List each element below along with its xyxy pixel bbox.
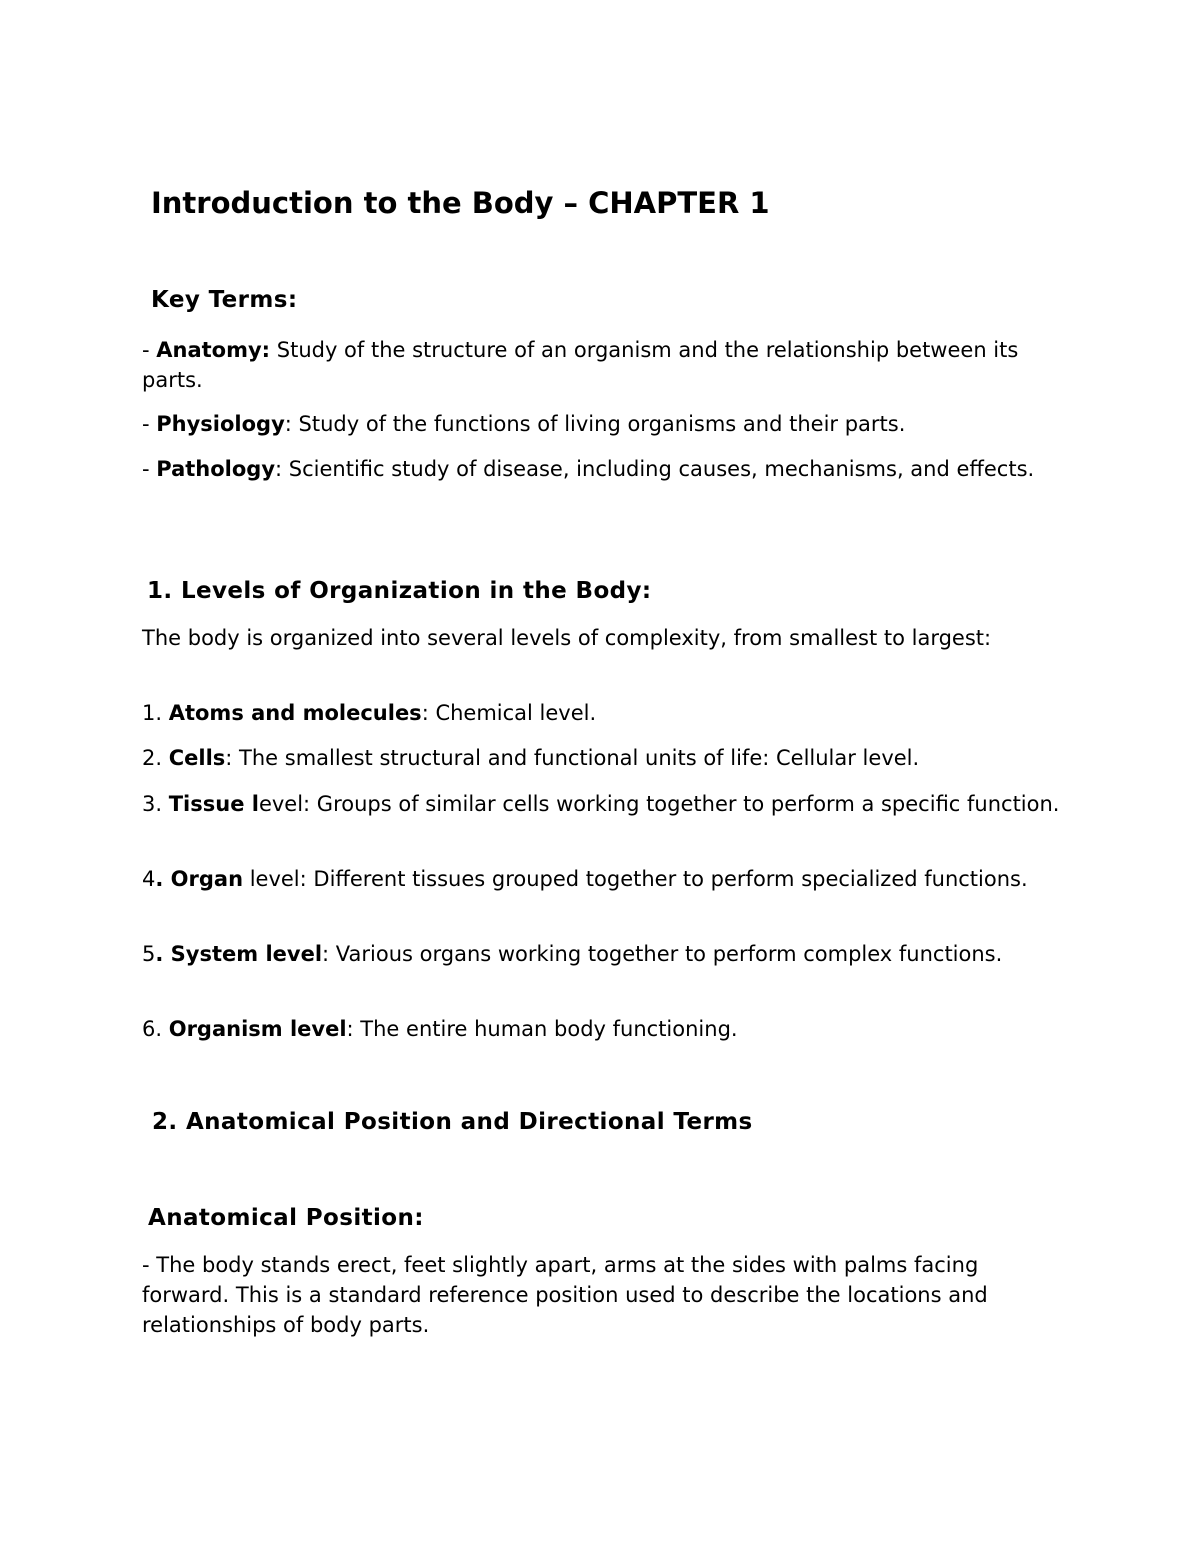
level-number: 2. [142,746,169,770]
level-description: : Chemical level. [421,701,597,725]
bullet-prefix: - [142,412,157,436]
key-term-physiology [142,409,1072,439]
level-description: : The smallest structural and functional units of life: Cellular level. [225,746,920,770]
level-description: : The entire human body functioning. [346,1017,738,1041]
level-number: 4 [142,867,156,891]
term-label: Anatomy: [156,338,271,362]
level-number: 6. [142,1017,169,1041]
bullet-prefix: - [142,338,157,362]
level-description: evel: Groups of similar cells working together to perform a specific function. [258,792,1060,816]
key-term-anatomy [142,335,1072,395]
level-term: Organism level [168,1017,347,1041]
level-term: . Organ [155,867,244,891]
anatomical-position-description: - The body stands erect, feet slightly apart, arms at the sides with palms facing forward. This is a standard reference position used to describe the locations and relationships of body parts. [142,1253,988,1337]
level-term: Atoms and molecules [168,701,422,725]
level-term: . System level [155,942,323,966]
level-number: 5 [142,942,156,966]
anatomical-position-subheading: Anatomical Position: [148,1205,424,1231]
level-item-cells [142,743,1072,773]
level-term: Tissue l [168,792,259,816]
level-number: 1. [142,701,169,725]
document-title: Introduction to the Body – CHAPTER 1 [151,186,770,220]
levels-heading: 1. Levels of Organization in the Body: [147,578,652,604]
level-item-system [142,939,1072,969]
term-definition: : Study of the functions of living organisms and their parts. [284,412,906,436]
level-item-organ [142,864,1072,894]
term-definition: Study of the structure of an organism and the relationship between its parts. [142,338,1019,392]
level-description: level: Different tissues grouped together to perform specialized functions. [243,867,1028,891]
level-item-organism [142,1014,1072,1044]
term-definition: : Scientific study of disease, including causes, mechanisms, and effects. [275,457,1035,481]
anatomical-position-heading: 2. Anatomical Position and Directional Terms [152,1109,753,1135]
term-label: Physiology [156,412,285,436]
term-label: Pathology [156,457,276,481]
bullet-prefix: - [142,457,157,481]
key-terms-heading: Key Terms: [151,287,298,313]
level-number: 3. [142,792,169,816]
level-item-tissue [142,789,1072,819]
key-term-pathology [142,454,1072,484]
level-item-atoms [142,698,1072,728]
level-term: Cells [168,746,226,770]
levels-intro: The body is organized into several levels of complexity, from smallest to largest: [142,626,992,650]
level-description: : Various organs working together to perform complex functions. [322,942,1003,966]
